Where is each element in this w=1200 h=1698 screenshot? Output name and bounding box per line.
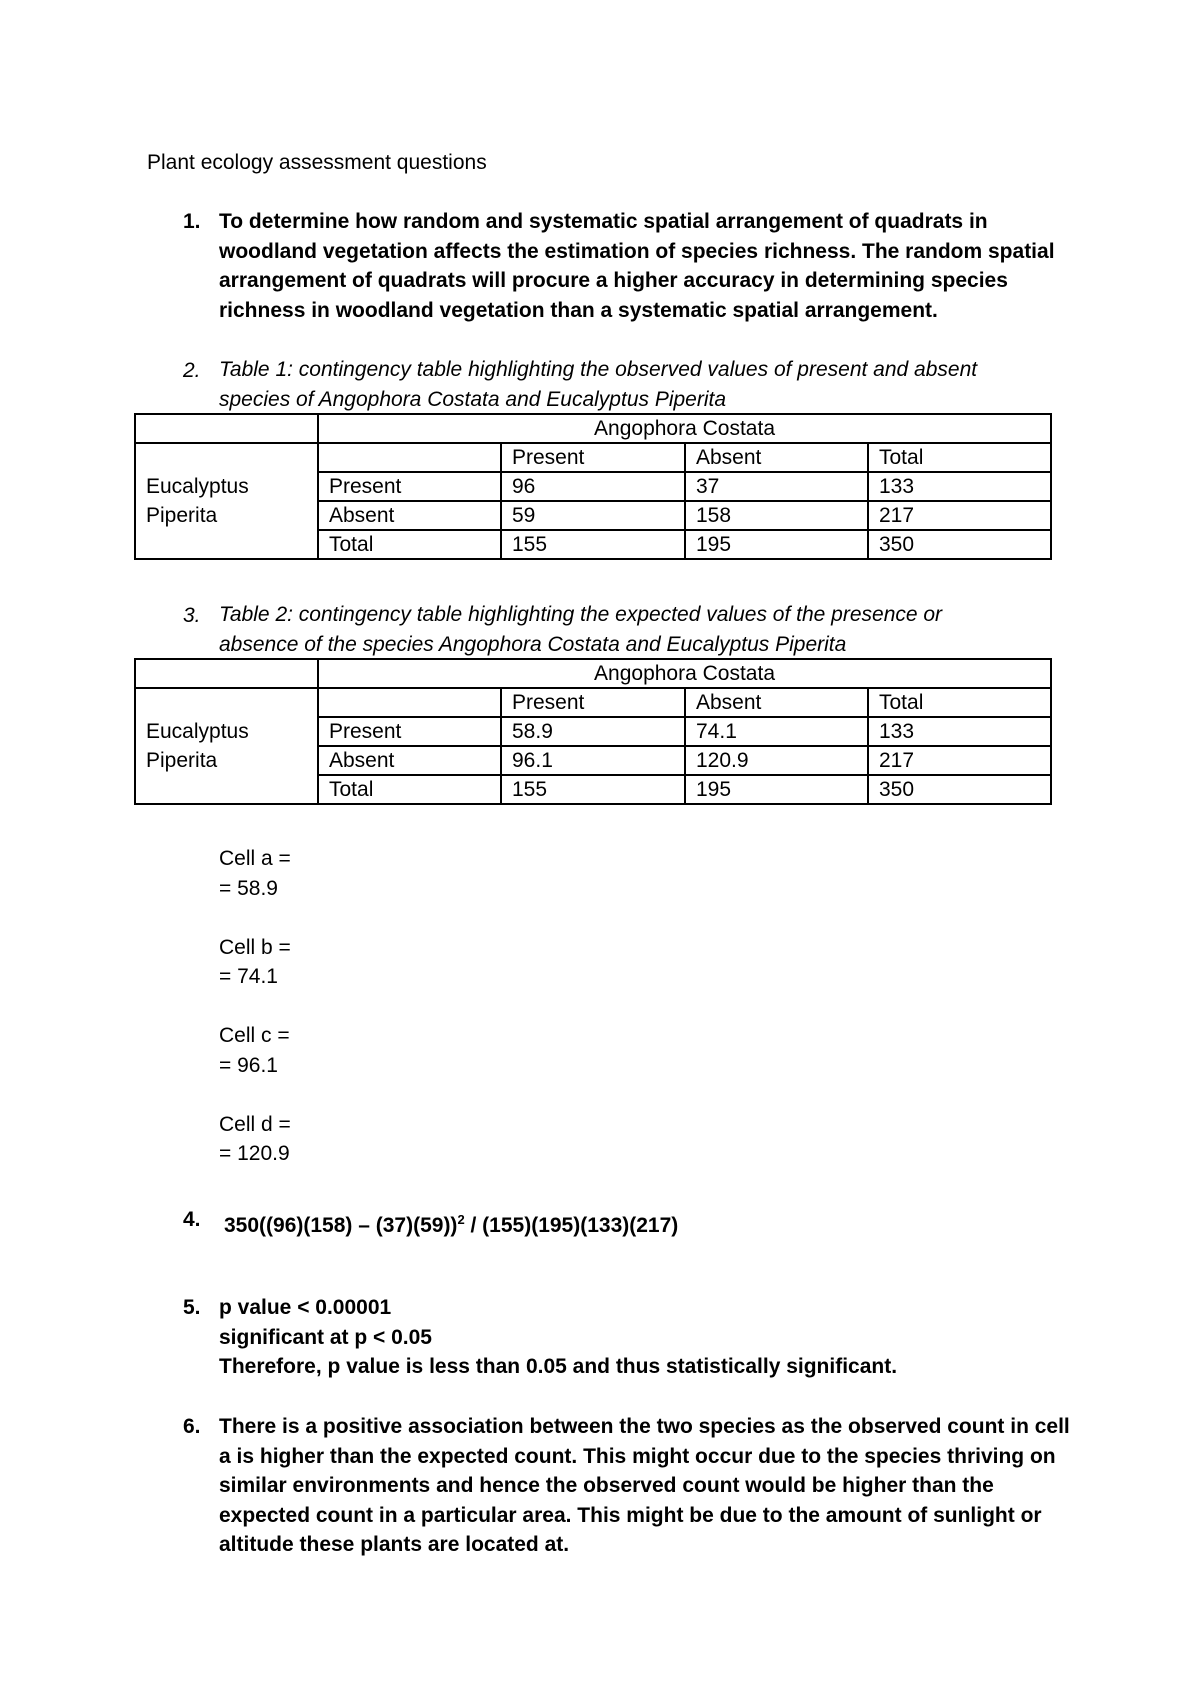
row-header: Absent: [318, 501, 501, 530]
cell-label: Cell c =: [219, 1024, 290, 1047]
question-1-number: 1.: [183, 210, 201, 233]
row-group-line: Piperita: [146, 749, 218, 772]
table-cell: 133: [868, 717, 1051, 746]
table-cell: 96.1: [501, 746, 685, 775]
table-corner-cell: [135, 659, 318, 688]
question-5-line: p value < 0.00001: [219, 1296, 392, 1319]
formula-denominator: / (155)(195)(133)(217): [464, 1214, 679, 1237]
table-corner-cell: [135, 414, 318, 443]
expected-contingency-table: [134, 658, 1052, 805]
cell-calculation: [219, 1110, 291, 1169]
cell-label: Cell d =: [219, 1112, 291, 1136]
cell-value: = 58.9: [219, 876, 278, 900]
row-header: Total: [318, 530, 501, 559]
question-5-number: 5.: [183, 1296, 201, 1319]
row-header: Present: [318, 717, 501, 746]
row-header: Absent: [318, 746, 501, 775]
cell-value: = 74.1: [219, 965, 278, 988]
table-cell: 217: [868, 501, 1051, 530]
table-cell: 155: [501, 530, 685, 559]
cell-value: = 96.1: [219, 1053, 278, 1077]
table-cell: 217: [868, 746, 1051, 775]
cell-value: = 120.9: [219, 1142, 290, 1165]
row-group-line: Eucalyptus: [146, 475, 249, 498]
cell-label: Cell a =: [219, 847, 291, 870]
question-6-line: expected count in a particular area. This might be due to the amount of sunlight or: [219, 1503, 1042, 1527]
table-cell: 350: [868, 530, 1051, 559]
cell-calculation: [219, 933, 291, 992]
row-group-header: [135, 688, 318, 804]
question-1-line: richness in woodland vegetation than a systematic spatial arrangement.: [219, 298, 938, 322]
table-cell: 74.1: [685, 717, 868, 746]
caption-line: absence of the species Angophora Costata and Eucalyptus Piperita: [219, 633, 847, 656]
question-6-line: a is higher than the expected count. This might occur due to the species thriving on: [219, 1444, 1056, 1468]
cell-calculation: [219, 1021, 291, 1080]
question-5-answer: [219, 1293, 897, 1382]
question-6-answer: [219, 1412, 1070, 1560]
formula-exponent: 2: [457, 1212, 465, 1227]
question-6-line: altitude these plants are located at.: [219, 1533, 570, 1556]
table-cell: 133: [868, 472, 1051, 501]
table-cell: 350: [868, 775, 1051, 804]
caption-line: species of Angophora Costata and Eucalyptus Piperita: [219, 388, 727, 411]
table-cell: 37: [685, 472, 868, 501]
chi-square-formula: [224, 1205, 678, 1240]
column-header: Present: [501, 688, 685, 717]
table-cell: 59: [501, 501, 685, 530]
row-header: Total: [318, 775, 501, 804]
column-header: Total: [868, 443, 1051, 472]
caption-line: Table 1: contingency table highlighting the observed values of present and absent: [219, 358, 978, 381]
page-title: Plant ecology assessment questions: [147, 151, 487, 174]
question-6-line: There is a positive association between the two species as the observed count in cell: [219, 1415, 1070, 1438]
formula-numerator: 350((96)(158) – (37)(59)): [224, 1214, 458, 1237]
table-cell: 195: [685, 775, 868, 804]
question-5-line: Therefore, p value is less than 0.05 and thus statistically significant.: [219, 1355, 898, 1378]
row-group-header: [135, 443, 318, 559]
row-group-line: Piperita: [146, 504, 218, 527]
column-header: Absent: [685, 443, 868, 472]
question-6-line: similar environments and hence the observed count would be higher than the: [219, 1474, 994, 1497]
table-cell: 58.9: [501, 717, 685, 746]
table-cell: 96: [501, 472, 685, 501]
question-4-number: 4.: [183, 1208, 201, 1231]
table-2-caption: [219, 600, 942, 660]
table-cell: 120.9: [685, 746, 868, 775]
question-6-number: 6.: [183, 1415, 201, 1438]
question-1-line: woodland vegetation affects the estimation of species richness. The random spatial: [219, 239, 1055, 263]
observed-contingency-table: [134, 413, 1052, 560]
column-group-header: Angophora Costata: [318, 659, 1051, 688]
row-group-line: Eucalyptus: [146, 720, 249, 743]
table-cell: 158: [685, 501, 868, 530]
table-1-caption: [219, 355, 977, 415]
table-cell: 195: [685, 530, 868, 559]
column-header: Present: [501, 443, 685, 472]
column-group-header: Angophora Costata: [318, 414, 1051, 443]
cell-label: Cell b =: [219, 935, 291, 959]
blank-header-cell: [318, 443, 501, 472]
question-1-line: To determine how random and systematic spatial arrangement of quadrats in: [219, 210, 988, 233]
column-header: Absent: [685, 688, 868, 717]
question-2-number: 2.: [183, 359, 201, 382]
question-1-answer: [219, 207, 1055, 325]
question-3-number: 3.: [183, 604, 201, 627]
table-cell: 155: [501, 775, 685, 804]
row-header: Present: [318, 472, 501, 501]
question-5-line: significant at p < 0.05: [219, 1325, 432, 1349]
expected-cell-calculations: [219, 844, 291, 1198]
question-1-line: arrangement of quadrats will procure a higher accuracy in determining species: [219, 269, 1008, 292]
cell-calculation: [219, 844, 291, 903]
blank-header-cell: [318, 688, 501, 717]
caption-line: Table 2: contingency table highlighting the expected values of the presence or: [219, 603, 943, 626]
column-header: Total: [868, 688, 1051, 717]
